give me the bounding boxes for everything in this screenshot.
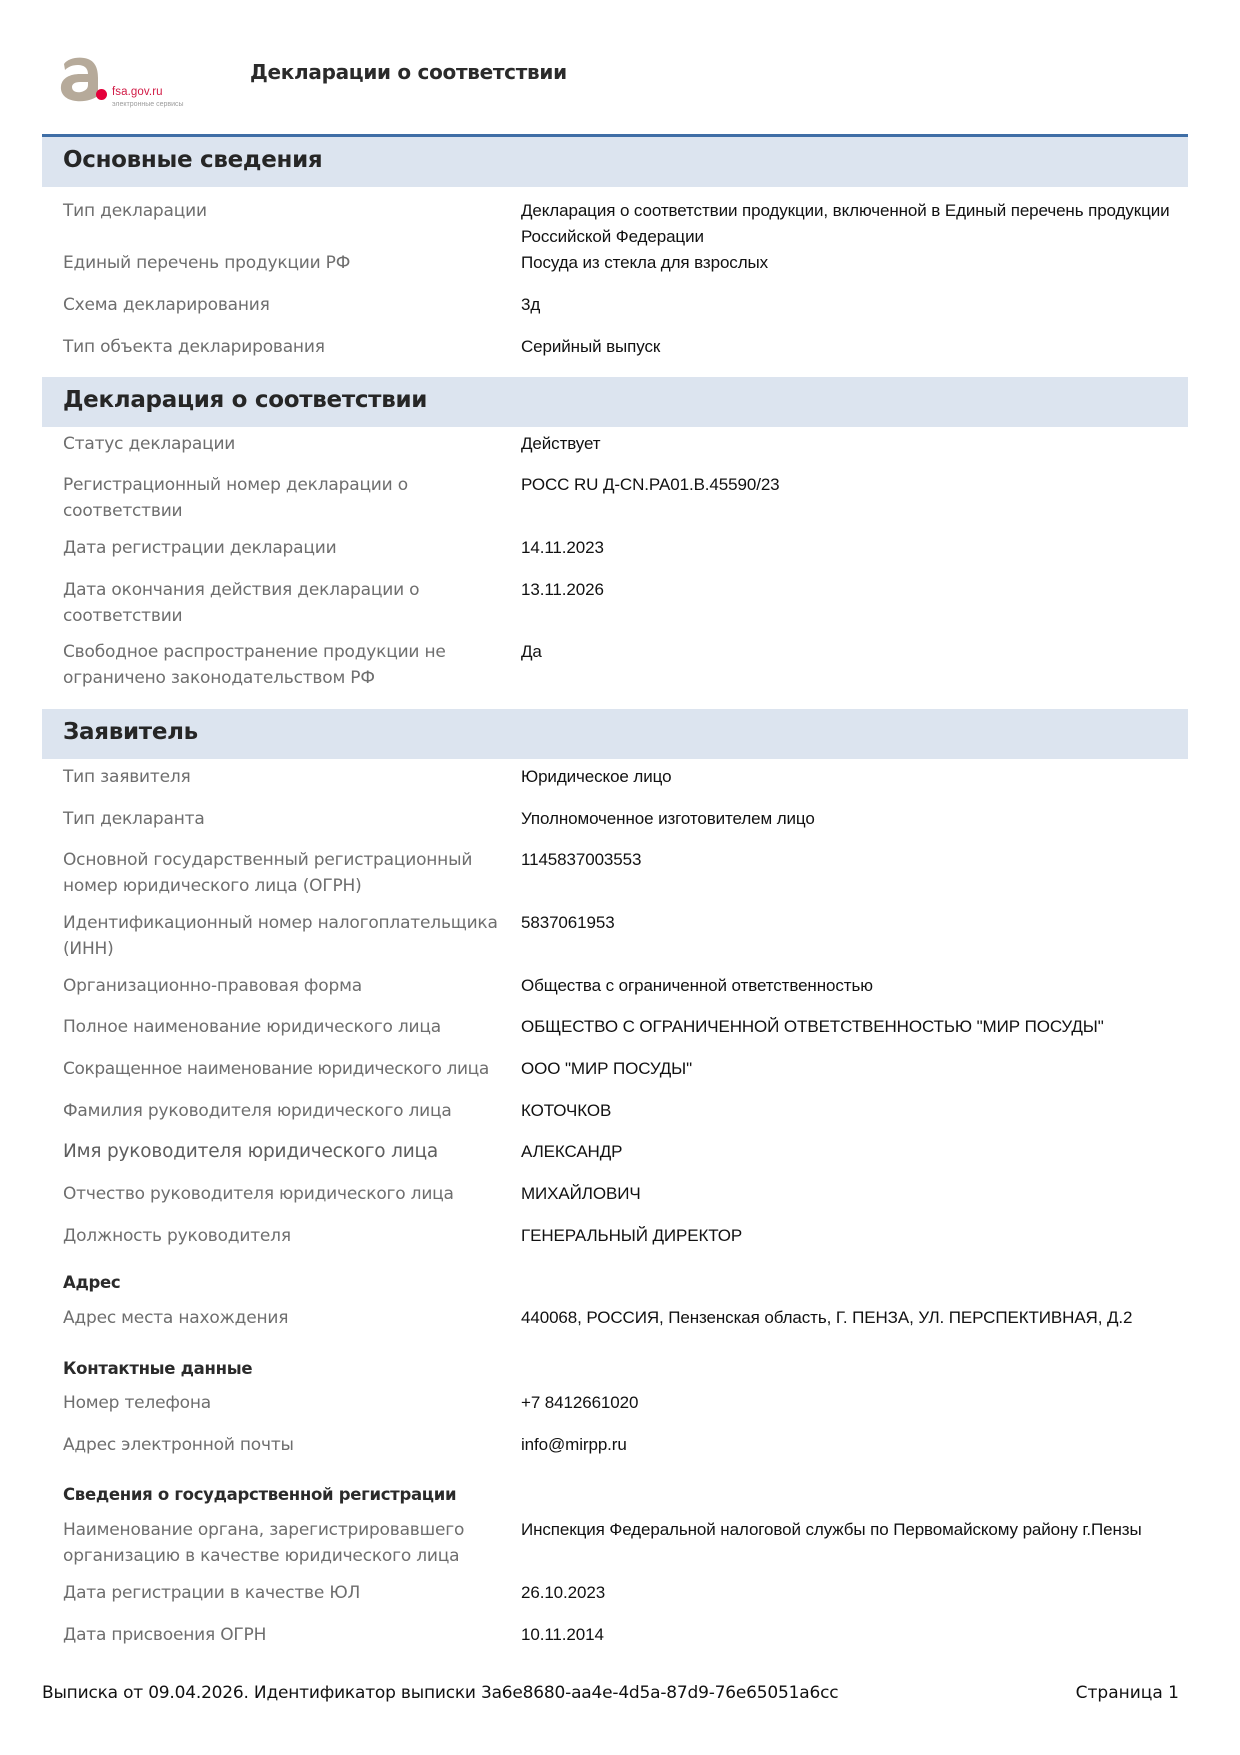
field-label: Организационно-правовая форма <box>63 976 362 996</box>
field-value: МИХАЙЛОВИЧ <box>521 1184 641 1203</box>
field-label: Номер телефона <box>63 1393 212 1413</box>
field-value: 26.10.2023 <box>521 1583 606 1602</box>
field-value: ООО "МИР ПОСУДЫ" <box>521 1059 693 1078</box>
document-title: Декларации о соответствии <box>250 60 567 84</box>
field-label: Схема декларирования <box>63 295 270 315</box>
field-label: Дата присвоения ОГРН <box>63 1625 267 1645</box>
field-value: Декларация о соответствии продукции, включенной в Единый перечень продукции Российской Федерации <box>521 201 1170 246</box>
field-value: Серийный выпуск <box>521 337 661 356</box>
fsa-logo[interactable] <box>58 56 208 112</box>
page-number: Страница 1 <box>1075 1683 1179 1703</box>
field-value: РОСС RU Д-CN.РА01.В.45590/23 <box>521 475 780 494</box>
section-title: Заявитель <box>63 719 198 745</box>
field-value: Да <box>521 642 542 661</box>
field-label: Тип декларации <box>63 201 207 221</box>
field-label: Свободное распространение продукции не ограничено законодательством РФ <box>63 642 446 688</box>
logo-dot-icon <box>96 89 107 100</box>
logo-site-text: fsa.gov.ru <box>112 86 163 98</box>
field-value: Уполномоченное изготовителем лицо <box>521 809 815 828</box>
subsection-title-contacts: Контактные данные <box>63 1359 253 1378</box>
field-label: Тип заявителя <box>63 767 191 787</box>
phone-value: +7 8412661020 <box>521 1393 639 1412</box>
field-value: 14.11.2023 <box>521 538 604 557</box>
section-title: Декларация о соответствии <box>63 387 428 413</box>
extract-info: Выписка от 09.04.2026. Идентификатор выписки 3a6e8680-aa4e-4d5a-87d9-76e65051a6cc <box>42 1683 839 1703</box>
field-value: 13.11.2026 <box>521 580 604 599</box>
field-value: Посуда из стекла для взрослых <box>521 253 769 272</box>
field-label: Тип объекта декларирования <box>63 337 325 357</box>
field-value: 5837061953 <box>521 913 615 932</box>
field-value: АЛЕКСАНДР <box>521 1142 623 1161</box>
field-label: Наименование органа, зарегистрировавшего организацию в качестве юридического лица <box>63 1520 465 1566</box>
page-header <box>0 0 1240 130</box>
field-label: Полное наименование юридического лица <box>63 1017 441 1037</box>
field-value: ОБЩЕСТВО С ОГРАНИЧЕННОЙ ОТВЕТСТВЕННОСТЬЮ "МИР ПОСУДЫ" <box>521 1017 1104 1036</box>
field-value: КОТОЧКОВ <box>521 1101 612 1120</box>
field-label: Дата регистрации в качестве ЮЛ <box>63 1583 361 1603</box>
field-label: Адрес электронной почты <box>63 1435 294 1455</box>
section-header-main <box>42 137 1188 187</box>
field-label: Отчество руководителя юридического лица <box>63 1184 454 1204</box>
subsection-title-registration: Сведения о государственной регистрации <box>63 1485 457 1504</box>
field-label: Адрес места нахождения <box>63 1308 289 1328</box>
field-value: 1145837003553 <box>521 850 642 869</box>
field-value: 3д <box>521 295 541 314</box>
logo-subtitle: электронные сервисы <box>112 101 184 108</box>
field-label: Регистрационный номер декларации о соответствии <box>63 475 408 521</box>
field-label: Основной государственный регистрационный номер юридического лица (ОГРН) <box>63 850 473 896</box>
subsection-title-address: Адрес <box>63 1273 121 1292</box>
field-label: Идентификационный номер налогоплательщика (ИНН) <box>63 913 498 959</box>
field-label: Единый перечень продукции РФ <box>63 253 351 273</box>
field-value: ГЕНЕРАЛЬНЫЙ ДИРЕКТОР <box>521 1226 743 1245</box>
field-label: Должность руководителя <box>63 1226 291 1246</box>
field-label: Имя руководителя юридического лица <box>63 1141 439 1162</box>
field-value: Инспекция Федеральной налоговой службы по Первомайскому району г.Пензы <box>521 1520 1142 1539</box>
field-label: Дата окончания действия декларации о соответствии <box>63 580 420 626</box>
field-value: Юридическое лицо <box>521 767 672 786</box>
page-footer <box>0 1683 1240 1713</box>
email-value[interactable]: info@mirpp.ru <box>521 1435 627 1454</box>
section-title: Основные сведения <box>63 147 323 173</box>
field-value: Общества с ограниченной ответственностью <box>521 976 873 995</box>
field-value: Действует <box>521 434 601 453</box>
field-value: 10.11.2014 <box>521 1625 604 1644</box>
field-label: Дата регистрации декларации <box>63 538 337 558</box>
section-header-declaration <box>42 377 1188 427</box>
field-label: Сокращенное наименование юридического лица <box>63 1059 489 1079</box>
field-value: 440068, РОССИЯ, Пензенская область, Г. ПЕНЗА, УЛ. ПЕРСПЕКТИВНАЯ, Д.2 <box>521 1308 1133 1327</box>
section-header-applicant <box>42 709 1188 759</box>
field-label: Статус декларации <box>63 434 236 454</box>
field-label: Тип декларанта <box>63 809 205 829</box>
field-label: Фамилия руководителя юридического лица <box>63 1101 452 1121</box>
